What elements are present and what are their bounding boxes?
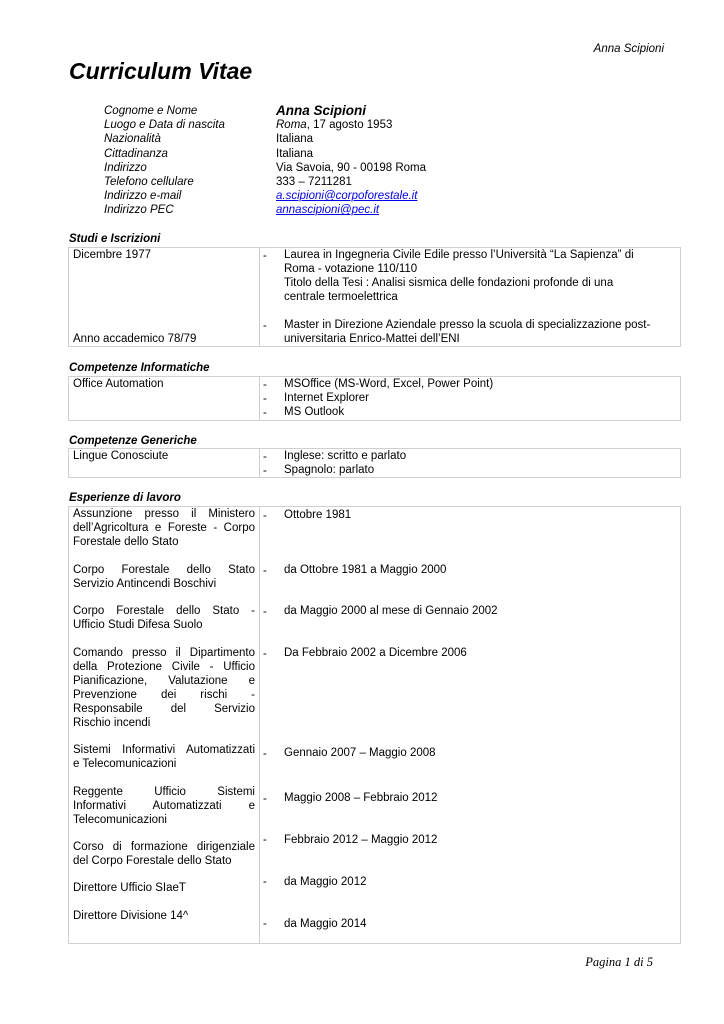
job-role bbox=[73, 646, 255, 730]
personal-row bbox=[104, 175, 426, 189]
column-divider bbox=[259, 377, 260, 420]
personal-label: Luogo e Data di nascita bbox=[104, 119, 225, 132]
personal-value: Via Savoia, 90 - 00198 Roma bbox=[276, 161, 427, 174]
personal-row bbox=[104, 161, 426, 175]
header-author: Anna Scipioni bbox=[593, 43, 664, 55]
informatiche-table bbox=[68, 376, 681, 421]
studi-date: Anno accademico 78/79 bbox=[73, 333, 197, 345]
generiche-table bbox=[68, 448, 681, 478]
text-line: universitaria Enrico-Mattei dell’ENI bbox=[284, 333, 460, 345]
bullet-dash: - bbox=[263, 793, 267, 805]
list-item: Spagnolo: parlato bbox=[284, 464, 375, 476]
bullet-dash: - bbox=[263, 876, 267, 888]
personal-row bbox=[104, 203, 426, 217]
job-role bbox=[73, 785, 255, 827]
job-period: Febbraio 2012 – Maggio 2012 bbox=[284, 834, 438, 846]
bullet-dash: - bbox=[263, 748, 267, 760]
generiche-label: Lingue Conosciute bbox=[73, 450, 169, 462]
text-line: Rischio incendi bbox=[73, 717, 151, 729]
lavoro-table bbox=[68, 506, 681, 944]
job-period: Ottobre 1981 bbox=[284, 509, 352, 521]
list-item: MSOffice (MS-Word, Excel, Power Point) bbox=[284, 378, 494, 390]
column-divider bbox=[259, 507, 260, 943]
email-link[interactable]: a.scipioni@corpoforestale.it bbox=[276, 190, 418, 203]
personal-row bbox=[104, 104, 426, 118]
text-line: Telecomunicazioni bbox=[73, 814, 167, 826]
birth-place: Roma bbox=[276, 119, 307, 132]
bullet-dash: - bbox=[263, 565, 267, 577]
job-role bbox=[73, 743, 255, 771]
personal-label: Nazionalità bbox=[104, 133, 161, 146]
text-line: del Corpo Forestale dello Stato bbox=[73, 855, 232, 867]
job-period: da Maggio 2014 bbox=[284, 918, 367, 930]
bullet-dash: - bbox=[263, 250, 267, 262]
pec-link[interactable]: annascipioni@pec.it bbox=[276, 204, 380, 217]
personal-row bbox=[104, 132, 426, 146]
text-line: Prevenzione dei rischi - bbox=[73, 689, 255, 701]
bullet-dash: - bbox=[263, 510, 267, 522]
text-line: Servizio Antincendi Boschivi bbox=[73, 578, 217, 590]
text-line: Ufficio Studi Difesa Suolo bbox=[73, 619, 203, 631]
text-line: della Protezione Civile - Ufficio bbox=[73, 661, 255, 673]
section-title-generiche: Competenze Generiche bbox=[69, 435, 197, 447]
text-line: e Telecomunicazioni bbox=[73, 758, 177, 770]
text-line: Responsabile del Servizio bbox=[73, 703, 255, 715]
text-line: centrale termoelettrica bbox=[284, 291, 398, 303]
bullet-dash: - bbox=[263, 465, 267, 477]
text-line: Master in Direzione Aziendale presso la scuola di specializzazione post- bbox=[284, 319, 651, 331]
job-period: da Maggio 2012 bbox=[284, 876, 367, 888]
job-period: Maggio 2008 – Febbraio 2012 bbox=[284, 792, 438, 804]
personal-label: Telefono cellulare bbox=[104, 175, 194, 188]
text-line: Corpo Forestale dello Stato bbox=[73, 564, 255, 576]
list-item: Inglese: scritto e parlato bbox=[284, 450, 407, 462]
bullet-dash: - bbox=[263, 834, 267, 846]
studi-entry bbox=[284, 318, 674, 346]
job-role: Direttore Divisione 14^ bbox=[73, 910, 189, 922]
personal-label: Indirizzo PEC bbox=[104, 204, 174, 217]
text-line: Forestale dello Stato bbox=[73, 536, 179, 548]
job-role: Direttore Ufficio SIaeT bbox=[73, 882, 186, 894]
text-line: Reggente Ufficio Sistemi bbox=[73, 786, 255, 798]
personal-name: Anna Scipioni bbox=[276, 103, 367, 118]
text-line: Pianificazione, Valutazione e bbox=[73, 675, 255, 687]
section-title-informatiche: Competenze Informatiche bbox=[69, 362, 210, 374]
personal-label: Indirizzo bbox=[104, 161, 147, 174]
bullet-dash: - bbox=[263, 393, 267, 405]
text-line: Informativi Automatizzati e bbox=[73, 800, 255, 812]
text-line: dell’Agricoltura e Foreste - Corpo bbox=[73, 522, 255, 534]
bullet-dash: - bbox=[263, 407, 267, 419]
bullet-dash: - bbox=[263, 451, 267, 463]
list-item: Internet Explorer bbox=[284, 392, 370, 404]
studi-table bbox=[68, 247, 681, 347]
personal-value: 333 – 7211281 bbox=[276, 175, 352, 188]
personal-value bbox=[276, 118, 392, 132]
personal-label: Indirizzo e-mail bbox=[104, 190, 182, 203]
job-role bbox=[73, 604, 255, 632]
informatiche-label: Office Automation bbox=[73, 378, 164, 390]
job-period: da Ottobre 1981 a Maggio 2000 bbox=[284, 564, 447, 576]
personal-value: Italiana bbox=[276, 147, 314, 160]
section-title-studi: Studi e Iscrizioni bbox=[69, 233, 161, 245]
text-line: Corpo Forestale dello Stato - bbox=[73, 605, 255, 617]
job-period: da Maggio 2000 al mese di Gennaio 2002 bbox=[284, 605, 498, 617]
bullet-dash: - bbox=[263, 648, 267, 660]
job-period: Da Febbraio 2002 a Dicembre 2006 bbox=[284, 647, 467, 659]
personal-label: Cittadinanza bbox=[104, 147, 168, 160]
text-line: Corso di formazione dirigenziale bbox=[73, 841, 255, 853]
column-divider bbox=[259, 248, 260, 346]
text-line: Titolo della Tesi : Analisi sismica delle fondazioni profonde di una bbox=[284, 277, 614, 289]
bullet-dash: - bbox=[263, 320, 267, 332]
list-item: MS Outlook bbox=[284, 406, 345, 418]
studi-date: Dicembre 1977 bbox=[73, 249, 151, 261]
personal-row bbox=[104, 147, 426, 161]
personal-value: Italiana bbox=[276, 133, 314, 146]
personal-label: Cognome e Nome bbox=[104, 105, 198, 117]
personal-row bbox=[104, 189, 426, 203]
personal-info bbox=[104, 104, 426, 218]
studi-entry bbox=[284, 248, 674, 304]
job-role bbox=[73, 507, 255, 549]
personal-row bbox=[104, 118, 426, 132]
text-line: Laurea in Ingegneria Civile Edile presso l’Università “La Sapienza” di bbox=[284, 249, 634, 261]
bullet-dash: - bbox=[263, 606, 267, 618]
section-title-lavoro: Esperienze di lavoro bbox=[69, 492, 181, 504]
page-number: Pagina 1 di 5 bbox=[585, 955, 653, 969]
bullet-dash: - bbox=[263, 918, 267, 930]
job-role bbox=[73, 563, 255, 591]
text-line: Roma - votazione 110/110 bbox=[284, 263, 418, 275]
birth-date: , 17 agosto 1953 bbox=[306, 119, 393, 132]
bullet-dash: - bbox=[263, 379, 267, 391]
column-divider bbox=[259, 449, 260, 477]
text-line: Comando presso il Dipartimento bbox=[73, 647, 255, 659]
page-title: Curriculum Vitae bbox=[69, 58, 253, 84]
text-line: Sistemi Informativi Automatizzati bbox=[73, 744, 255, 756]
job-period: Gennaio 2007 – Maggio 2008 bbox=[284, 747, 436, 759]
text-line: Assunzione presso il Ministero bbox=[73, 508, 255, 520]
job-role bbox=[73, 840, 255, 868]
